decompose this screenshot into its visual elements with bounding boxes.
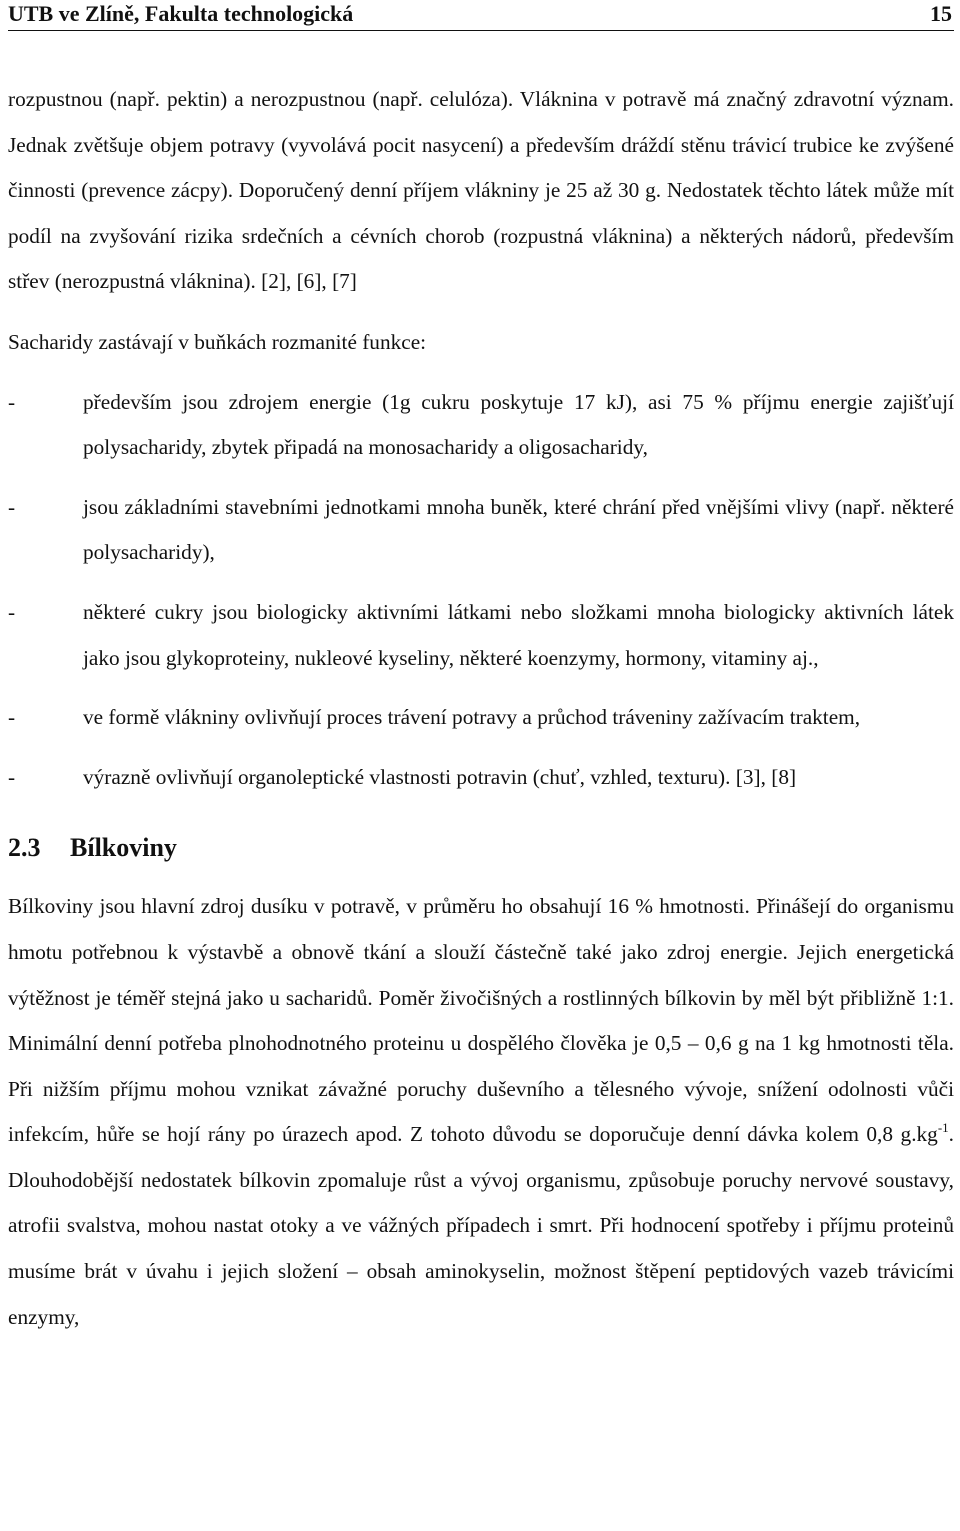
list-dash: - xyxy=(8,705,16,730)
section-title: Bílkoviny xyxy=(70,833,177,863)
paragraph-saccharide-functions-intro: Sacharidy zastávají v buňkách rozmanité funkce: xyxy=(8,329,427,354)
list-item xyxy=(8,590,954,681)
list-dash: - xyxy=(8,764,16,789)
section-heading xyxy=(8,828,954,868)
list-item xyxy=(8,695,954,741)
section-number: 2.3 xyxy=(8,833,41,863)
page-header xyxy=(8,0,954,31)
paragraph-proteins-part2: . Dlouhodobější nedostatek bílkovin zpomaluje růst a vývoj organismu, způsobuje poruchy nervové soustavy, atrofii svalstva, mohou nastat otoky a ve vážných případech i smrt. Při hodnocení spotřeby i příjmu proteinů musíme brát v úvahu i jejich složení – obsah aminokyselin, možnost štěpení peptidových vazeb trávicími enzymy, xyxy=(8,1122,954,1329)
list-dash: - xyxy=(8,599,16,624)
document-page xyxy=(8,0,954,1340)
list-item xyxy=(8,380,954,471)
document-body xyxy=(8,77,954,1340)
list-dash: - xyxy=(8,389,16,414)
list-item-text: výrazně ovlivňují organoleptické vlastnosti potravin (chuť, vzhled, texturu). [3], [8] xyxy=(83,764,797,789)
list-item xyxy=(8,755,954,801)
superscript-exponent: -1 xyxy=(937,1120,949,1136)
paragraph-proteins-part1: Bílkoviny jsou hlavní zdroj dusíku v potravě, v průměru ho obsahují 16 % hmotnosti. Přinášejí do organismu hmotu potřebnou k výstavbě a obnově tkání a slouží částečně také jako zdroj energie. Jejich energetická výtěžnost je téměř stejná jako u sacharidů. Poměr živočišných a rostlinných bílkovin by měl být přibližně 1:1. Minimální denní potřeba plnohodnotného proteinu u dospělého člověka je 0,5 – 0,6 g na 1 kg hmotnosti těla. Při nižším příjmu mohou vznikat závažné poruchy duševního a tělesného vývoje, snížení odolnosti vůči infekcím, hůře se hojí rány po úrazech apod. Z tohoto důvodu se doporučuje denní dávka kolem 0,8 g.kg xyxy=(8,894,954,1147)
paragraph-proteins xyxy=(8,884,954,1340)
list-item-text: především jsou zdrojem energie (1g cukru poskytuje 17 kJ), asi 75 % příjmu energie zajišťují polysacharidy, zbytek připadá na monosacharidy a oligosacharidy, xyxy=(83,389,954,460)
saccharide-functions-list xyxy=(8,380,954,801)
list-item-text: jsou základními stavebními jednotkami mnoha buněk, které chrání před vnějšími vlivy (např. některé polysacharidy), xyxy=(83,494,954,565)
list-item-text: ve formě vlákniny ovlivňují proces trávení potravy a průchod tráveniny zažívacím traktem, xyxy=(83,705,861,730)
page-number: 15 xyxy=(930,1,952,26)
paragraph-fiber: rozpustnou (např. pektin) a nerozpustnou (např. celulóza). Vláknina v potravě má značný zdravotní význam. Jednak zvětšuje objem potravy (vyvolává pocit nasycení) a především dráždí stěnu trávicí trubice ke zvýšené činnosti (prevence zácpy). Doporučený denní příjem vlákniny je 25 až 30 g. Nedostatek těchto látek může mít podíl na zvyšování rizika srdečních a cévních chorob (rozpustná vláknina) a některých nádorů, především střev (nerozpustná vláknina). [2], [6], [7] xyxy=(8,87,954,294)
list-item-text: některé cukry jsou biologicky aktivními látkami nebo složkami mnoha biologicky aktivních látek jako jsou glykoproteiny, nukleové kyseliny, některé koenzymy, hormony, vitaminy aj., xyxy=(83,599,954,670)
list-dash: - xyxy=(8,494,16,519)
header-institution: UTB ve Zlíně, Fakulta technologická xyxy=(8,1,354,26)
list-item xyxy=(8,485,954,576)
